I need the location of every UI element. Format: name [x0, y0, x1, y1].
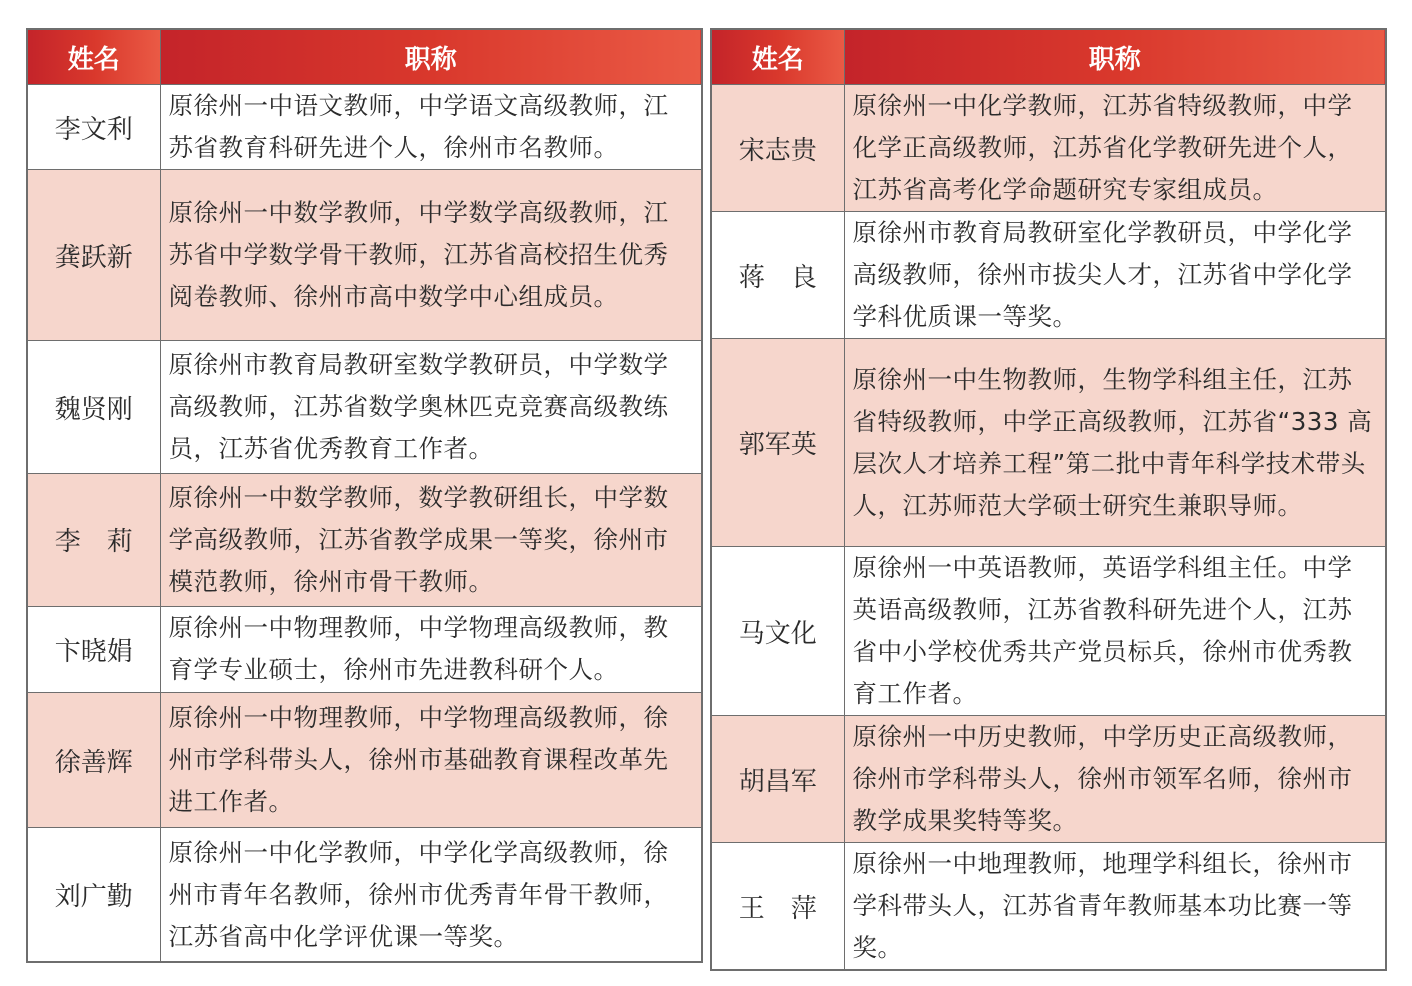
teacher-title: 原徐州一中数学教师，数学教研组长，中学数学高级教师，江苏省教学成果一等奖，徐州市模范教师，徐州市骨干教师。	[160, 473, 702, 606]
teacher-name: 魏贤刚	[27, 341, 160, 473]
teacher-table-right	[710, 28, 1387, 971]
teacher-name: 蒋 良	[711, 212, 844, 339]
table-row	[711, 716, 1386, 843]
header-title: 职称	[844, 29, 1386, 85]
table-row	[711, 547, 1386, 716]
teacher-name: 龚跃新	[27, 170, 160, 341]
teacher-table-left	[26, 28, 703, 963]
header-row	[27, 29, 702, 85]
table-row	[27, 606, 702, 692]
teacher-title: 原徐州一中生物教师，生物学科组主任，江苏省特级教师，中学正高级教师，江苏省“333 高层次人才培养工程”第二批中青年科学技术带头人，江苏师范大学硕士研究生兼职导师。	[844, 339, 1386, 547]
teacher-name: 马文化	[711, 547, 844, 716]
teacher-name: 郭军英	[711, 339, 844, 547]
teacher-name: 胡昌军	[711, 716, 844, 843]
header-name: 姓名	[711, 29, 844, 85]
teacher-title: 原徐州一中物理教师，中学物理高级教师，教育学专业硕士，徐州市先进教科研个人。	[160, 606, 702, 692]
teacher-title: 原徐州一中地理教师，地理学科组长，徐州市学科带头人，江苏省青年教师基本功比赛一等奖。	[844, 843, 1386, 971]
table-row	[711, 339, 1386, 547]
teacher-name: 李文利	[27, 85, 160, 170]
teacher-name: 卞晓娟	[27, 606, 160, 692]
teacher-title: 原徐州一中语文教师，中学语文高级教师，江苏省教育科研先进个人，徐州市名教师。	[160, 85, 702, 170]
table-row	[711, 85, 1386, 212]
teacher-title: 原徐州一中数学教师，中学数学高级教师，江苏省中学数学骨干教师，江苏省高校招生优秀阅卷教师、徐州市高中数学中心组成员。	[160, 170, 702, 341]
table-row	[27, 473, 702, 606]
table-row	[27, 341, 702, 473]
table-row	[27, 85, 702, 170]
teacher-title: 原徐州一中化学教师，中学化学高级教师，徐州市青年名教师，徐州市优秀青年骨干教师，江苏省高中化学评优课一等奖。	[160, 828, 702, 962]
header-title: 职称	[160, 29, 702, 85]
header-row	[711, 29, 1386, 85]
table-row	[27, 693, 702, 828]
teacher-name: 宋志贵	[711, 85, 844, 212]
teacher-title: 原徐州一中英语教师，英语学科组主任。中学英语高级教师，江苏省教科研先进个人，江苏省中小学校优秀共产党员标兵，徐州市优秀教育工作者。	[844, 547, 1386, 716]
teacher-name: 王 萍	[711, 843, 844, 971]
teacher-title: 原徐州市教育局教研室数学教研员，中学数学高级教师，江苏省数学奥林匹克竞赛高级教练员，江苏省优秀教育工作者。	[160, 341, 702, 473]
table-row	[27, 828, 702, 962]
header-name: 姓名	[27, 29, 160, 85]
teacher-title: 原徐州一中化学教师，江苏省特级教师，中学化学正高级教师，江苏省化学教研先进个人，江苏省高考化学命题研究专家组成员。	[844, 85, 1386, 212]
table-row	[711, 843, 1386, 971]
teacher-name: 刘广勤	[27, 828, 160, 962]
teacher-name: 徐善辉	[27, 693, 160, 828]
teacher-title: 原徐州一中物理教师，中学物理高级教师，徐州市学科带头人，徐州市基础教育课程改革先进工作者。	[160, 693, 702, 828]
table-row	[711, 212, 1386, 339]
teacher-title: 原徐州市教育局教研室化学教研员，中学化学高级教师，徐州市拔尖人才，江苏省中学化学学科优质课一等奖。	[844, 212, 1386, 339]
teacher-title: 原徐州一中历史教师，中学历史正高级教师，徐州市学科带头人，徐州市领军名师，徐州市教学成果奖特等奖。	[844, 716, 1386, 843]
table-row	[27, 170, 702, 341]
teacher-name: 李 莉	[27, 473, 160, 606]
